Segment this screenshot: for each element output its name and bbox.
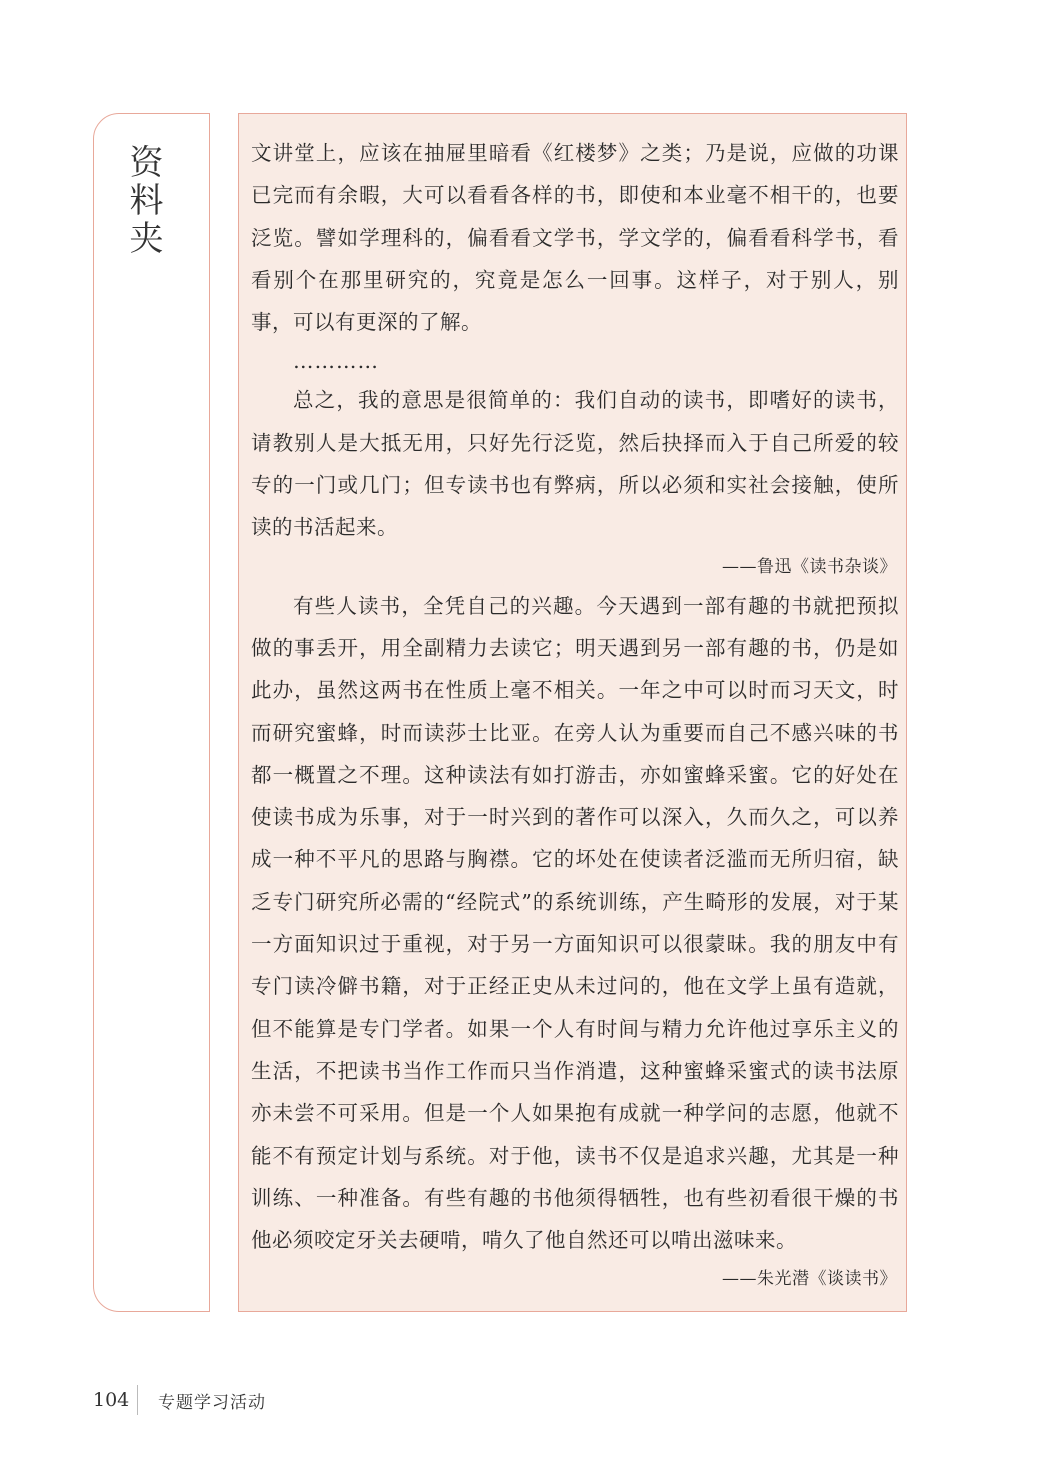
- source-zhuguangqian: ——朱光潜《谈读书》: [722, 1269, 897, 1290]
- page-number: 104: [93, 1389, 130, 1411]
- ellipsis: …………: [293, 349, 379, 374]
- reading-panel: [238, 113, 907, 1312]
- source-luxun: ——鲁迅《读书杂谈》: [722, 556, 897, 577]
- section-title: 专题学习活动: [158, 1392, 266, 1413]
- page-footer: [93, 1385, 266, 1415]
- paragraph-3: 有些人读书，全凭自己的兴趣。今天遇到一部有趣的书就把预拟做的事丢开，用全副精力去读它；明天遇到另一部有趣的书，仍是如此办，虽然这两书在性质上毫不相关。一年之中可以时而习天文，时而研究蜜蜂，时而读莎士比亚。在旁人认为重要而自己不感兴味的书都一概置之不理。这种读法有如打游击，亦如蜜蜂采蜜。它的好处在使读书成为乐事，对于一时兴到的著作可以深入，久而久之，可以养成一种不平凡的思路与胸襟。它的坏处在使读者泛滥而无所归宿，缺乏专门研究所必需的“经院式”的系统训练，产生畸形的发展，对于某一方面知识过于重视，对于另一方面知识可以很蒙昧。我的朋友中有专门读冷僻书籍，对于正经正史从未过问的，他在文学上虽有造就，但不能算是专门学者。如果一个人有时间与精力允许他过享乐主义的生活，不把读书当作工作而只当作消遣，这种蜜蜂采蜜式的读书法原亦未尝不可采用。但是一个人如果抱有成就一种学问的志愿，他就不能不有预定计划与系统。对于他，读书不仅是追求兴趣，尤其是一种训练、一种准备。有些有趣的书他须得牺牲，也有些初看很干燥的书他必须咬定牙关去硬啃，啃久了他自然还可以啃出滋味来。: [251, 593, 899, 1253]
- paragraph-1: 文讲堂上，应该在抽屉里暗看《红楼梦》之类；乃是说，应做的功课已完而有余暇，大可以看看各样的书，即使和本业毫不相干的，也要泛览。譬如学理科的，偏看看文学书，学文学的，偏看看科学书，看看别个在那里研究的，究竟是怎么一回事。这样子，对于别人，别事，可以有更深的了解。: [251, 141, 899, 335]
- sidebar-label: 资料夹: [123, 144, 163, 258]
- reading-text: [251, 132, 899, 1297]
- footer-divider: [137, 1385, 138, 1415]
- paragraph-2: 总之，我的意思是很简单的：我们自动的读书，即嗜好的读书，请教别人是大抵无用，只好先行泛览，然后抉择而入于自己所爱的较专的一门或几门；但专读书也有弊病，所以必须和实社会接触，使所读的书活起来。: [251, 388, 899, 540]
- sidebar-tab: [93, 113, 210, 1312]
